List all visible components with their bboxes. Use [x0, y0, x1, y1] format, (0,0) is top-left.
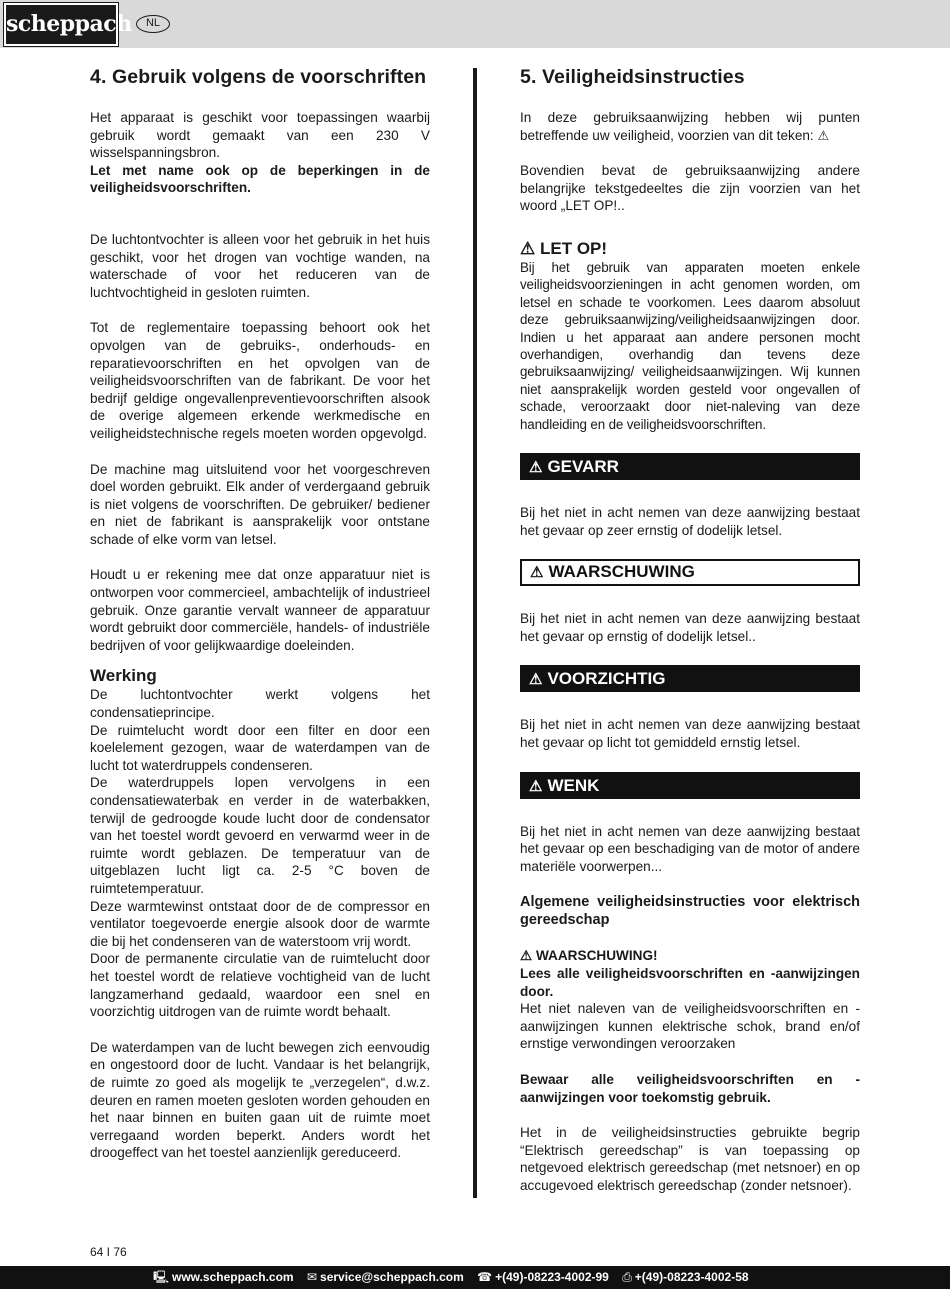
- footer-bar: [0, 1266, 950, 1289]
- warning-icon: ⚠: [520, 948, 533, 964]
- paragraph: Het niet naleven van de veiligheidsvoorschriften en -aanwijzingen kunnen elektrische schok, brand en/of ernstige verwondingen veroorzaken: [520, 1001, 860, 1052]
- left-column: [90, 66, 430, 1162]
- paragraph: De luchtontvochter is alleen voor het gebruik in het huis geschikt, voor het drogen van vochtige wanden, na waterschade of voor het reduceren van de luchtvochtigheid in gesloten ruimten.: [90, 231, 430, 300]
- paragraph: Het in de veiligheidsinstructies gebruikte begrip “Elektrisch gereedschap” is van toepassing op netgevoed elektrisch gereedschap (met netsnoer) en op accugevoed elektrisch gereedschap (zonder netsnoer).: [520, 1125, 860, 1193]
- gevarr-bar: [520, 453, 860, 480]
- paragraph-bold: Lees alle veiligheidsvoorschriften en -aanwijzingen door.: [520, 965, 860, 999]
- warning-heading: [520, 947, 860, 965]
- paragraph: [520, 109, 860, 144]
- paragraph: Tot de reglementaire toepassing behoort ook het opvolgen van de gebruiks-, onderhouds- en reparatievoorschriften en het opvolgen van de veiligheidsvoorschriften van de fabrikant. De voor het bedrijf geldige ongevallenpreventievoorschriften alsook de overige algemeen erkende werkmedische en veiligheidstechnische regels moeten worden opgevolgd.: [90, 320, 430, 441]
- web-link[interactable]: www.scheppach.com: [172, 1270, 294, 1284]
- wenk-bar: [520, 772, 860, 799]
- voorzichtig-label: VOORZICHTIG: [547, 669, 666, 689]
- footer-fax: [622, 1270, 748, 1284]
- wenk-label: WENK: [547, 775, 600, 795]
- let-op-heading: [520, 239, 860, 259]
- header-bar: [0, 0, 950, 48]
- warning-label: WAARSCHUWING!: [535, 948, 658, 964]
- footer-email[interactable]: [307, 1270, 464, 1284]
- paragraph: Bij het niet in acht nemen van deze aanwijzing bestaat het gevaar op zeer ernstig of dodelijk letsel.: [520, 505, 860, 538]
- gevarr-label: GEVARR: [547, 457, 619, 477]
- paragraph: De ruimtelucht wordt door een filter en door een koelelement gezogen, waar de waterdampen van de lucht tot waterdruppels condenseren.: [90, 722, 430, 773]
- page-number: 64 I 76: [90, 1245, 127, 1259]
- email-link[interactable]: service@scheppach.com: [320, 1270, 464, 1284]
- paragraph: Bovendien bevat de gebruiksaanwijzing andere belangrijke tekstgedeeltes die zijn voorzien van het woord „LET OP!..: [520, 163, 860, 214]
- paragraph: Door de permanente circulatie van de ruimtelucht door het toestel wordt de relatieve vochtigheid van de lucht langzamerhand gedaald, waardoor een snel en voorzichtig uitdrogen van de ruimte wordt behaalt.: [90, 951, 430, 1020]
- footer-web[interactable]: [153, 1270, 294, 1284]
- warning-icon: ⚠: [530, 564, 544, 582]
- let-op-body: Bij het gebruik van apparaten moeten enkele veiligheidsvoorzieningen in acht genomen worden, om letsel en schade te voorkomen. Lees daarom absoluut deze gebruiksaanwijzing/veiligheidsaanwijzingen door. Indien u het apparaat aan andere personen mocht overhandigen, overhandig dan tevens deze gebruiksaanwijzing/ veiligheidsaanwijzingen. Wij kunnen niet aansprakelijk worden gesteld voor ongevallen of schade, veroorzaakt door niet-naleving van deze handleiding en de veiligheidsvoorschriften.: [520, 259, 860, 432]
- paragraph: Houdt u er rekening mee dat onze apparatuur niet is ontworpen voor commercieel, ambachtelijk of industrieel gebruik. Onze garantie vervalt wanneer de apparatuur wordt gebruikt door commerciële, handels- of industriële bedrijven of voor gelijkwaardige doeleinden.: [90, 567, 430, 653]
- warning-icon: ⚠: [529, 671, 543, 689]
- paragraph-bold: Bewaar alle veiligheidsvoorschriften en -aanwijzingen voor toekomstig gebruik.: [520, 1071, 860, 1105]
- warning-icon: ⚠: [817, 127, 830, 143]
- fax-icon: ⎙: [622, 1270, 632, 1284]
- warning-icon: ⚠: [529, 459, 543, 477]
- paragraph: Bij het niet in acht nemen van deze aanwijzing bestaat het gevaar op een beschadiging van de motor of andere materiële voorwerpen...: [520, 823, 860, 874]
- paragraph-text: In deze gebruiksaanwijzing hebben wij punten betreffende uw veiligheid, voorzien van dit teken:: [520, 110, 860, 143]
- paragraph: De waterdruppels lopen vervolgens in een condensatiewaterbak en verder in de waterbakken, terwijl de gedroogde koude lucht door de condensator van het toestel wordt gevoerd en verwarmd weer in de ruimte wordt geblazen. De temperatuur van de uitgeblazen lucht ligt ca. 2-5 °C boven de ruimtetemperatuur.: [90, 775, 430, 896]
- mail-icon: ✉: [306, 1270, 318, 1284]
- paragraph: Deze warmtewinst ontstaat door de de compressor en ventilator toegevoerde energie alsook door de warmte die bij het condenseren van de waterstoom vrij wordt.: [90, 898, 430, 949]
- waarschuwing-bar: [520, 559, 860, 586]
- warning-icon: ⚠: [529, 777, 543, 795]
- phone-number: +(49)-08223-4002-99: [495, 1270, 609, 1284]
- general-safety-title: Algemene veiligheidsinstructies voor elektrisch gereedschap: [520, 894, 860, 929]
- paragraph: De machine mag uitsluitend voor het voorgeschreven doel worden gebruikt. Elk ander of verdergaand gebruik is niet volgens de voorschriften. De gebruiker/ bediener en niet de fabrikant is aansprakelijk voor ontstane schade of elke vorm van letsel.: [90, 461, 430, 547]
- voorzichtig-bar: [520, 665, 860, 692]
- computer-icon: 🖳: [153, 1270, 170, 1284]
- footer-phone: [477, 1270, 609, 1284]
- let-op-label: LET OP!: [539, 238, 608, 258]
- warning-icon: ⚠: [520, 238, 536, 258]
- paragraph: Bij het niet in acht nemen van deze aanwijzing bestaat het gevaar op licht tot gemiddeld ernstig letsel.: [520, 717, 860, 750]
- paragraph: De luchtontvochter werkt volgens het condensatieprincipe.: [90, 687, 430, 721]
- right-column: [520, 66, 860, 1195]
- section-5-title: 5. Veiligheidsinstructies: [520, 66, 745, 88]
- paragraph-bold: Let met name ook op de beperkingen in de veiligheidsvoorschriften.: [90, 162, 430, 196]
- brand-logo: scheppach: [4, 3, 118, 46]
- paragraph: Bij het niet in acht nemen van deze aanwijzing bestaat het gevaar op ernstig of dodelijk letsel..: [520, 611, 860, 644]
- phone-icon: ☎: [477, 1270, 493, 1284]
- werking-title: Werking: [90, 666, 157, 686]
- column-divider: [473, 68, 477, 1198]
- language-badge: NL: [136, 15, 170, 33]
- paragraph: Het apparaat is geschikt voor toepassingen waarbij gebruik wordt gemaakt van een 230 V wisselspanningsbron.: [90, 110, 430, 161]
- waarschuwing-label: WAARSCHUWING: [548, 562, 695, 582]
- section-4-title: 4. Gebruik volgens de voorschriften: [90, 66, 427, 88]
- paragraph: De waterdampen van de lucht bewegen zich eenvoudig en ongestoord door de lucht. Vandaar is het belangrijk, de ruimte zo goed als mogelijk te „verzegelen“, d.w.z. deuren en ramen moeten gesloten worden gehouden en het naar binnen en buiten gaan uit de ruimte moet verregaand worden beperkt. Anders wordt het droogeffect van het toestel aanzienlijk gereduceerd.: [90, 1039, 430, 1161]
- fax-number: +(49)-08223-4002-58: [634, 1270, 749, 1284]
